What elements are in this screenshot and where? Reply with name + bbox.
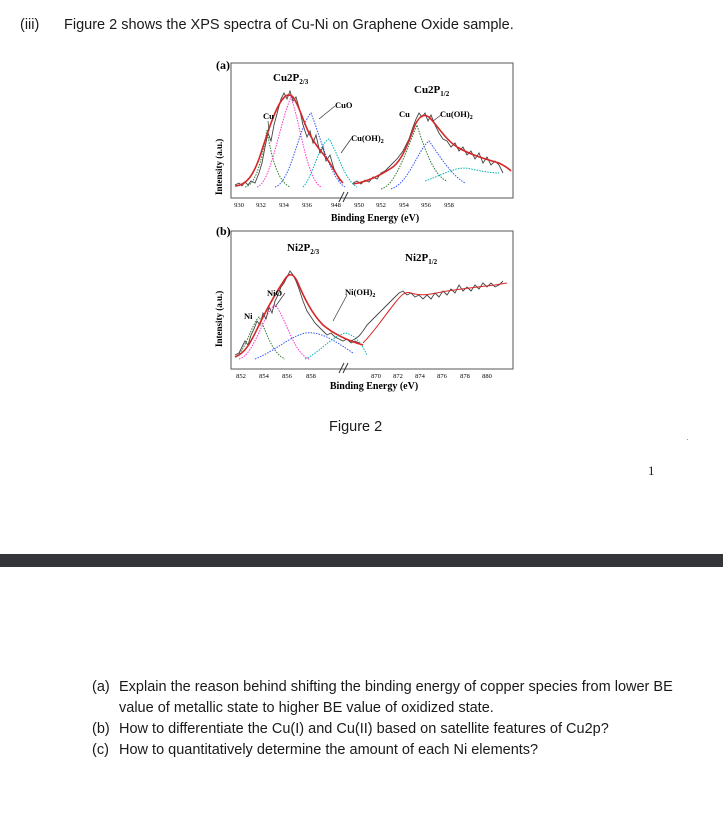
question-number: (iii) — [20, 17, 40, 33]
page-divider — [0, 554, 723, 567]
panel-b-tick: 872 — [393, 373, 403, 380]
panel-b-tag: (b) — [216, 224, 231, 238]
panel-a-tick: 930 — [234, 202, 244, 209]
panel-b-tick: 856 — [282, 373, 292, 380]
question-label: (c) — [92, 742, 109, 758]
panel-b-tick: 858 — [306, 373, 316, 380]
panel-a-tick: 950 — [354, 202, 364, 209]
question-list — [92, 677, 692, 761]
panel-a-tick: 952 — [376, 202, 386, 209]
page-number: 1 — [648, 463, 655, 478]
panel-a-label-cuoh: $Cu(OH)_2$ — [351, 133, 384, 145]
xps-figure — [195, 55, 525, 400]
question-item — [92, 719, 692, 740]
panel-a-tag: (a) — [216, 58, 230, 72]
panel-a-label-cu2p23: $Cu2P_{2/3}$ — [273, 72, 309, 86]
panel-a-label-cu: Cu — [263, 111, 274, 121]
question-intro: Figure 2 shows the XPS spectra of Cu-Ni on Graphene Oxide sample. — [64, 17, 514, 33]
panel-a-ylabel: Intensity (a.u.) — [214, 138, 224, 195]
panel-b-tick: 854 — [259, 373, 269, 380]
question-item — [92, 677, 692, 719]
panel-a-tick: 934 — [279, 202, 289, 209]
panel-a-label-cuo: CuO — [335, 100, 353, 110]
panel-b-tick: 874 — [415, 373, 425, 380]
panel-a-xlabel: Binding Energy (eV) — [330, 213, 420, 224]
stray-dot — [687, 439, 688, 440]
panel-a-label-cu-right: Cu — [399, 109, 410, 119]
figure-caption: Figure 2 — [329, 419, 383, 435]
panel-b-label-ni: Ni — [244, 311, 253, 321]
panel-b-label-nio: NiO — [267, 288, 283, 298]
panel-b-xlabel: Binding Energy (eV) — [329, 381, 419, 392]
panel-b-label-ni2p12: $Ni2P_{1/2}$ — [405, 252, 438, 266]
question-text: How to differentiate the Cu(I) and Cu(II) based on satellite features of Cu2p? — [119, 721, 609, 737]
panel-b-ylabel: Intensity (a.u.) — [214, 290, 224, 347]
panel-a-tick: 956 — [421, 202, 431, 209]
panel-b-label-ni2p23: $Ni2P_{2/3}$ — [287, 242, 320, 256]
panel-b-tick: 876 — [437, 373, 447, 380]
panel-a-tick: 948 — [331, 202, 341, 209]
panel-b-tick: 852 — [236, 373, 246, 380]
question-label: (b) — [92, 721, 110, 737]
panel-a-tick: 932 — [256, 202, 266, 209]
question-label: (a) — [92, 679, 110, 695]
panel-a-label-cu2p12: $Cu2P_{1/2}$ — [414, 84, 450, 98]
panel-a-label-cuoh-right: $Cu(OH)_2$ — [440, 109, 473, 121]
panel-a-tick: 954 — [399, 202, 409, 209]
panel-b-label-nioh: $Ni(OH)_2$ — [345, 287, 376, 299]
question-text: Explain the reason behind shifting the binding energy of copper species from lower BE value of metallic state to higher BE value of oxidized state. — [119, 679, 673, 716]
question-item — [92, 740, 692, 761]
question-text: How to quantitatively determine the amount of each Ni elements? — [119, 742, 539, 758]
panel-b-tick: 870 — [371, 373, 381, 380]
panel-a-tick: 936 — [302, 202, 312, 209]
panel-a-tick: 958 — [444, 202, 454, 209]
panel-b-tick: 880 — [482, 373, 492, 380]
panel-b-tick: 878 — [460, 373, 470, 380]
